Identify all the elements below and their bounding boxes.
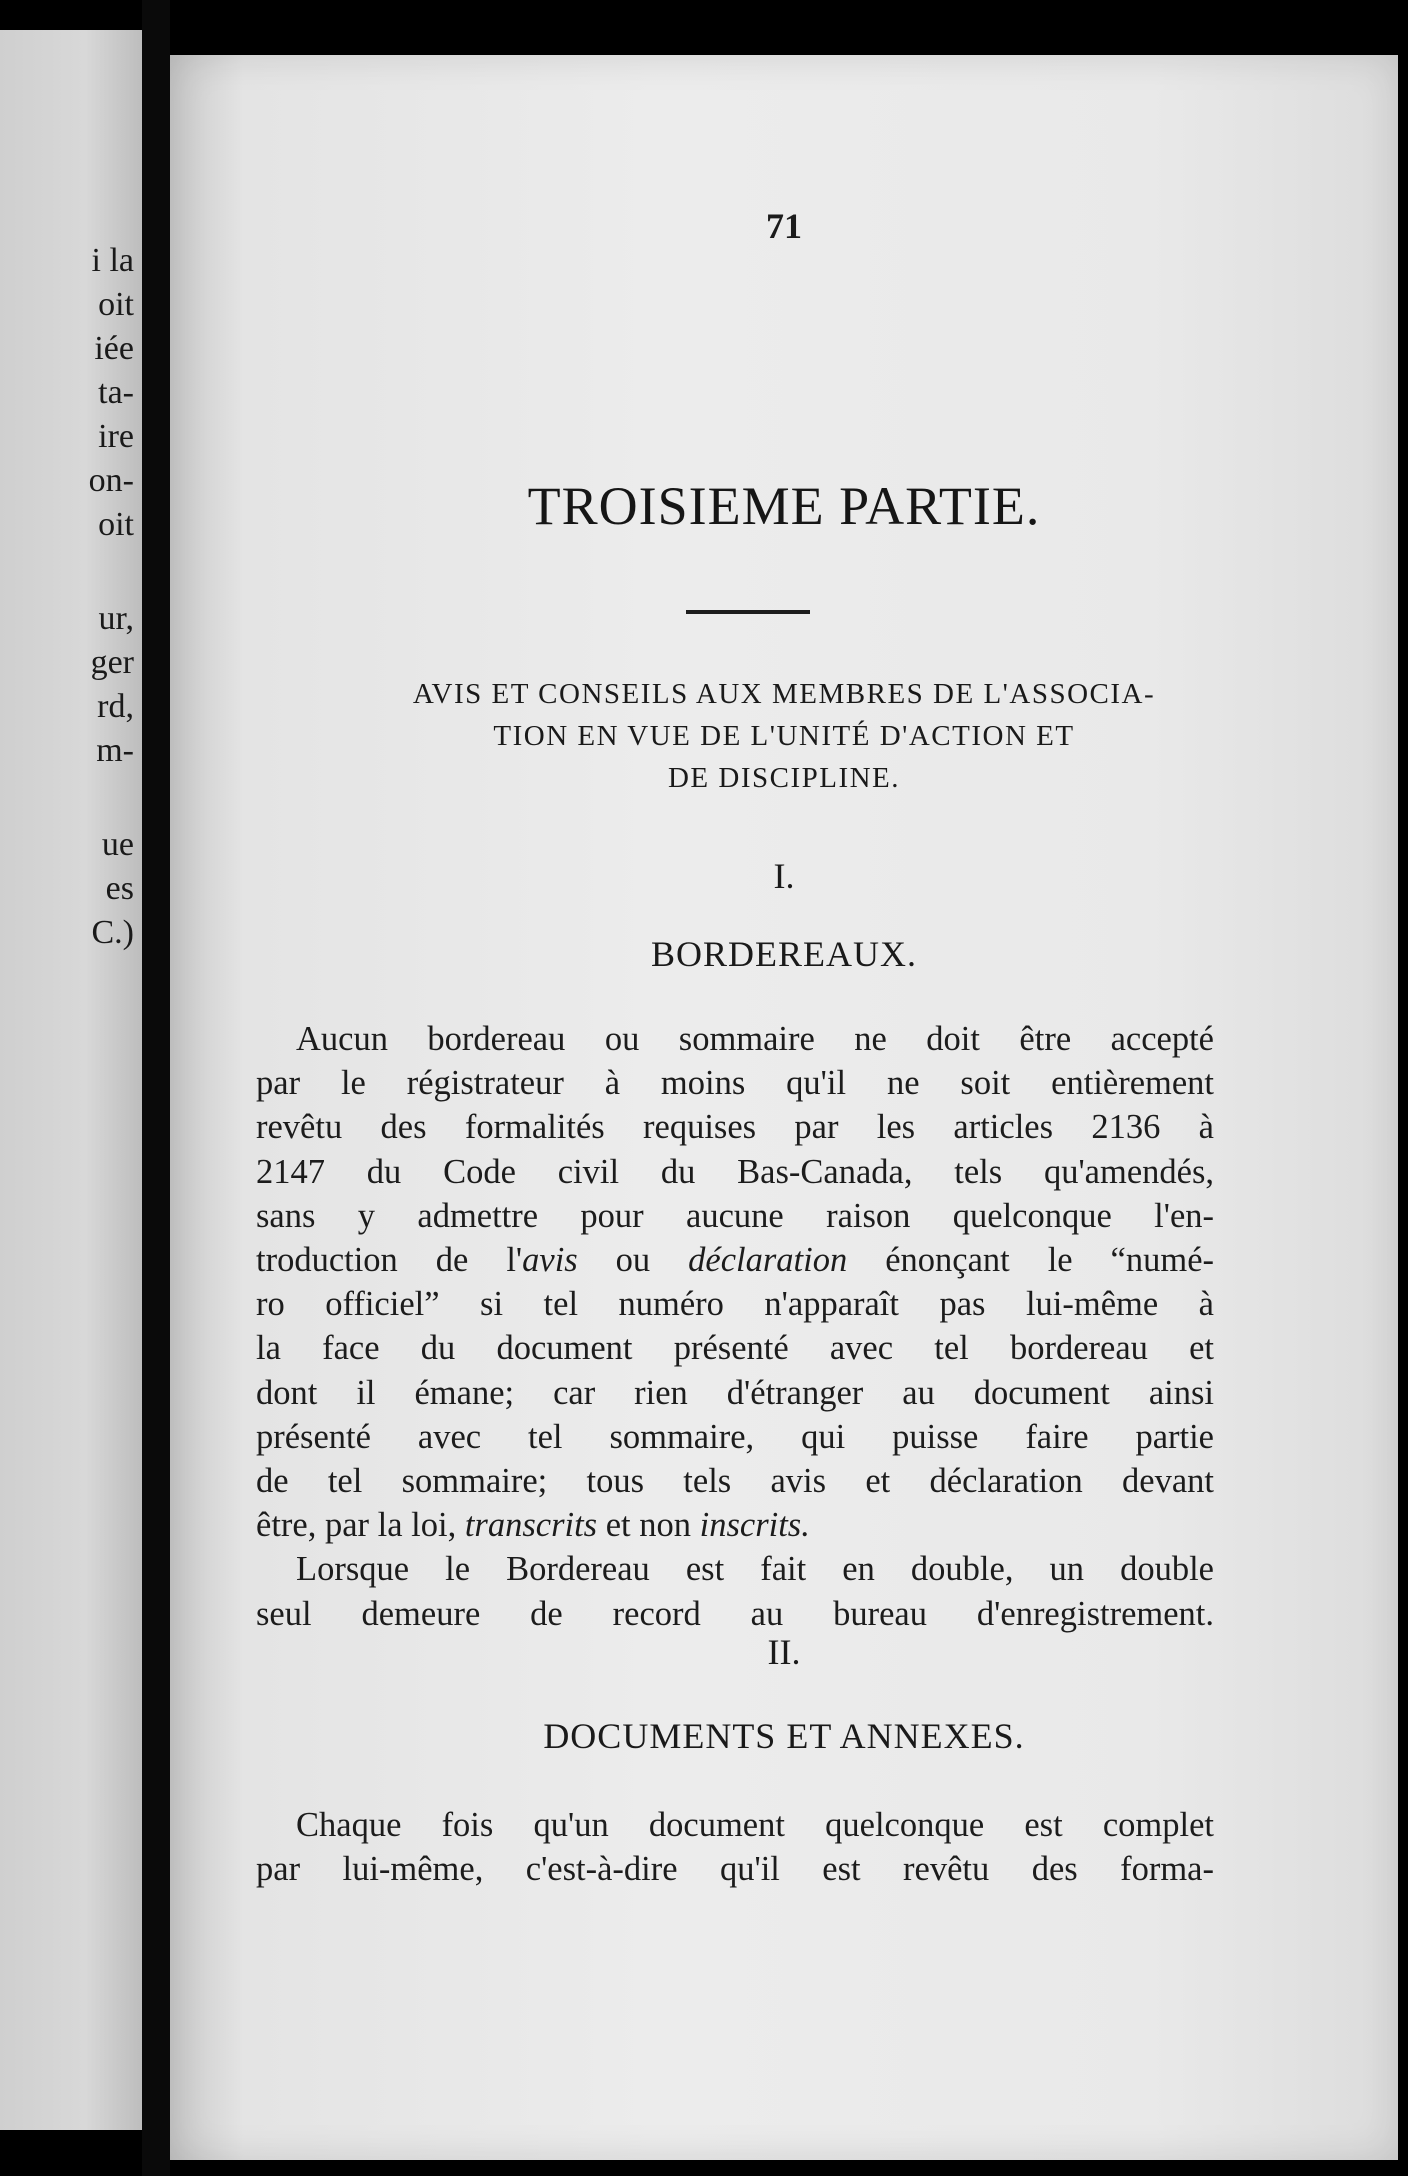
text-line: par lui-même, c'est-à-dire qu'il est revêtu des forma- [256,1850,1214,1889]
section-title: BORDEREAUX. [650,934,917,974]
left-fragment: oit [98,506,134,543]
italic-word: déclaration [688,1241,848,1280]
left-fragment: on- [88,462,134,499]
section-paragraph [256,1803,1214,1891]
text-line: de tel sommaire; tous tels avis et déclaration devant [256,1462,1214,1501]
part-title: TROISIEME PARTIE. [527,476,1041,536]
text-run: être, par la loi, [256,1506,465,1545]
text-line: revêtu des formalités requises par les articles 2136 à [256,1108,1214,1147]
section-number: II. [767,1632,801,1672]
left-fragment: m- [96,732,134,769]
subtitle-line: TION EN VUE DE L'UNITÉ D'ACTION ET [493,720,1075,752]
text-line: ro officiel” si tel numéro n'apparaît pas lui-même à [256,1285,1214,1324]
text-line: Chaque fois qu'un document quelconque est complet [296,1806,1214,1844]
text-line: seul demeure de record au bureau d'enregistrement. [256,1594,1214,1633]
text-line: par le régistrateur à moins qu'il ne soit entièrement [256,1064,1214,1103]
left-fragment: ta- [98,374,134,411]
left-fragment: iée [94,330,134,367]
text-line: présenté avec tel sommaire, qui puisse faire partie [256,1417,1214,1456]
left-fragment: es [105,870,134,907]
section-paragraph [256,1017,1214,1636]
text-line: 2147 du Code civil du Bas-Canada, tels qu'amendés, [256,1152,1214,1191]
text-line: sans y admettre pour aucune raison quelconque l'en- [256,1196,1214,1235]
text-line: Aucun bordereau ou sommaire ne doit être accepté [296,1020,1214,1058]
text-run: énonçant le “numé- [847,1241,1215,1280]
italic-word: avis [522,1241,578,1280]
text-line: dont il émane; car rien d'étranger au document ainsi [256,1373,1214,1412]
text-run: et non [597,1506,700,1545]
left-fragment: ire [98,418,134,455]
text-run: ou [577,1241,689,1280]
left-fragment: C.) [91,914,134,951]
left-fragment: i la [91,242,134,279]
page-number: 71 [766,206,802,246]
text-line: Lorsque le Bordereau est fait en double, un double [296,1550,1214,1589]
text-run: troduction de l' [256,1241,523,1280]
italic-word: inscrits. [699,1506,810,1545]
left-facing-page [0,30,142,2130]
text-line [256,1503,1214,1547]
title-rule [686,610,810,614]
section-title: DOCUMENTS ET ANNEXES. [543,1716,1025,1756]
part-subtitle [250,673,1318,799]
italic-word: transcrits [464,1506,598,1545]
left-fragment: ger [90,644,134,681]
left-fragment: rd, [97,688,134,725]
subtitle-line: DE DISCIPLINE. [667,762,901,794]
text-line [256,1238,1214,1282]
left-fragment: ur, [98,600,134,637]
section-number: I. [773,856,795,896]
book-gutter [142,0,170,2176]
left-fragment: ue [101,826,134,863]
text-line: la face du document présenté avec tel bordereau et [256,1329,1214,1368]
left-fragment: oit [98,286,134,323]
subtitle-line: AVIS ET CONSEILS AUX MEMBRES DE L'ASSOCIA- [412,678,1156,710]
book-page [170,55,1398,2160]
